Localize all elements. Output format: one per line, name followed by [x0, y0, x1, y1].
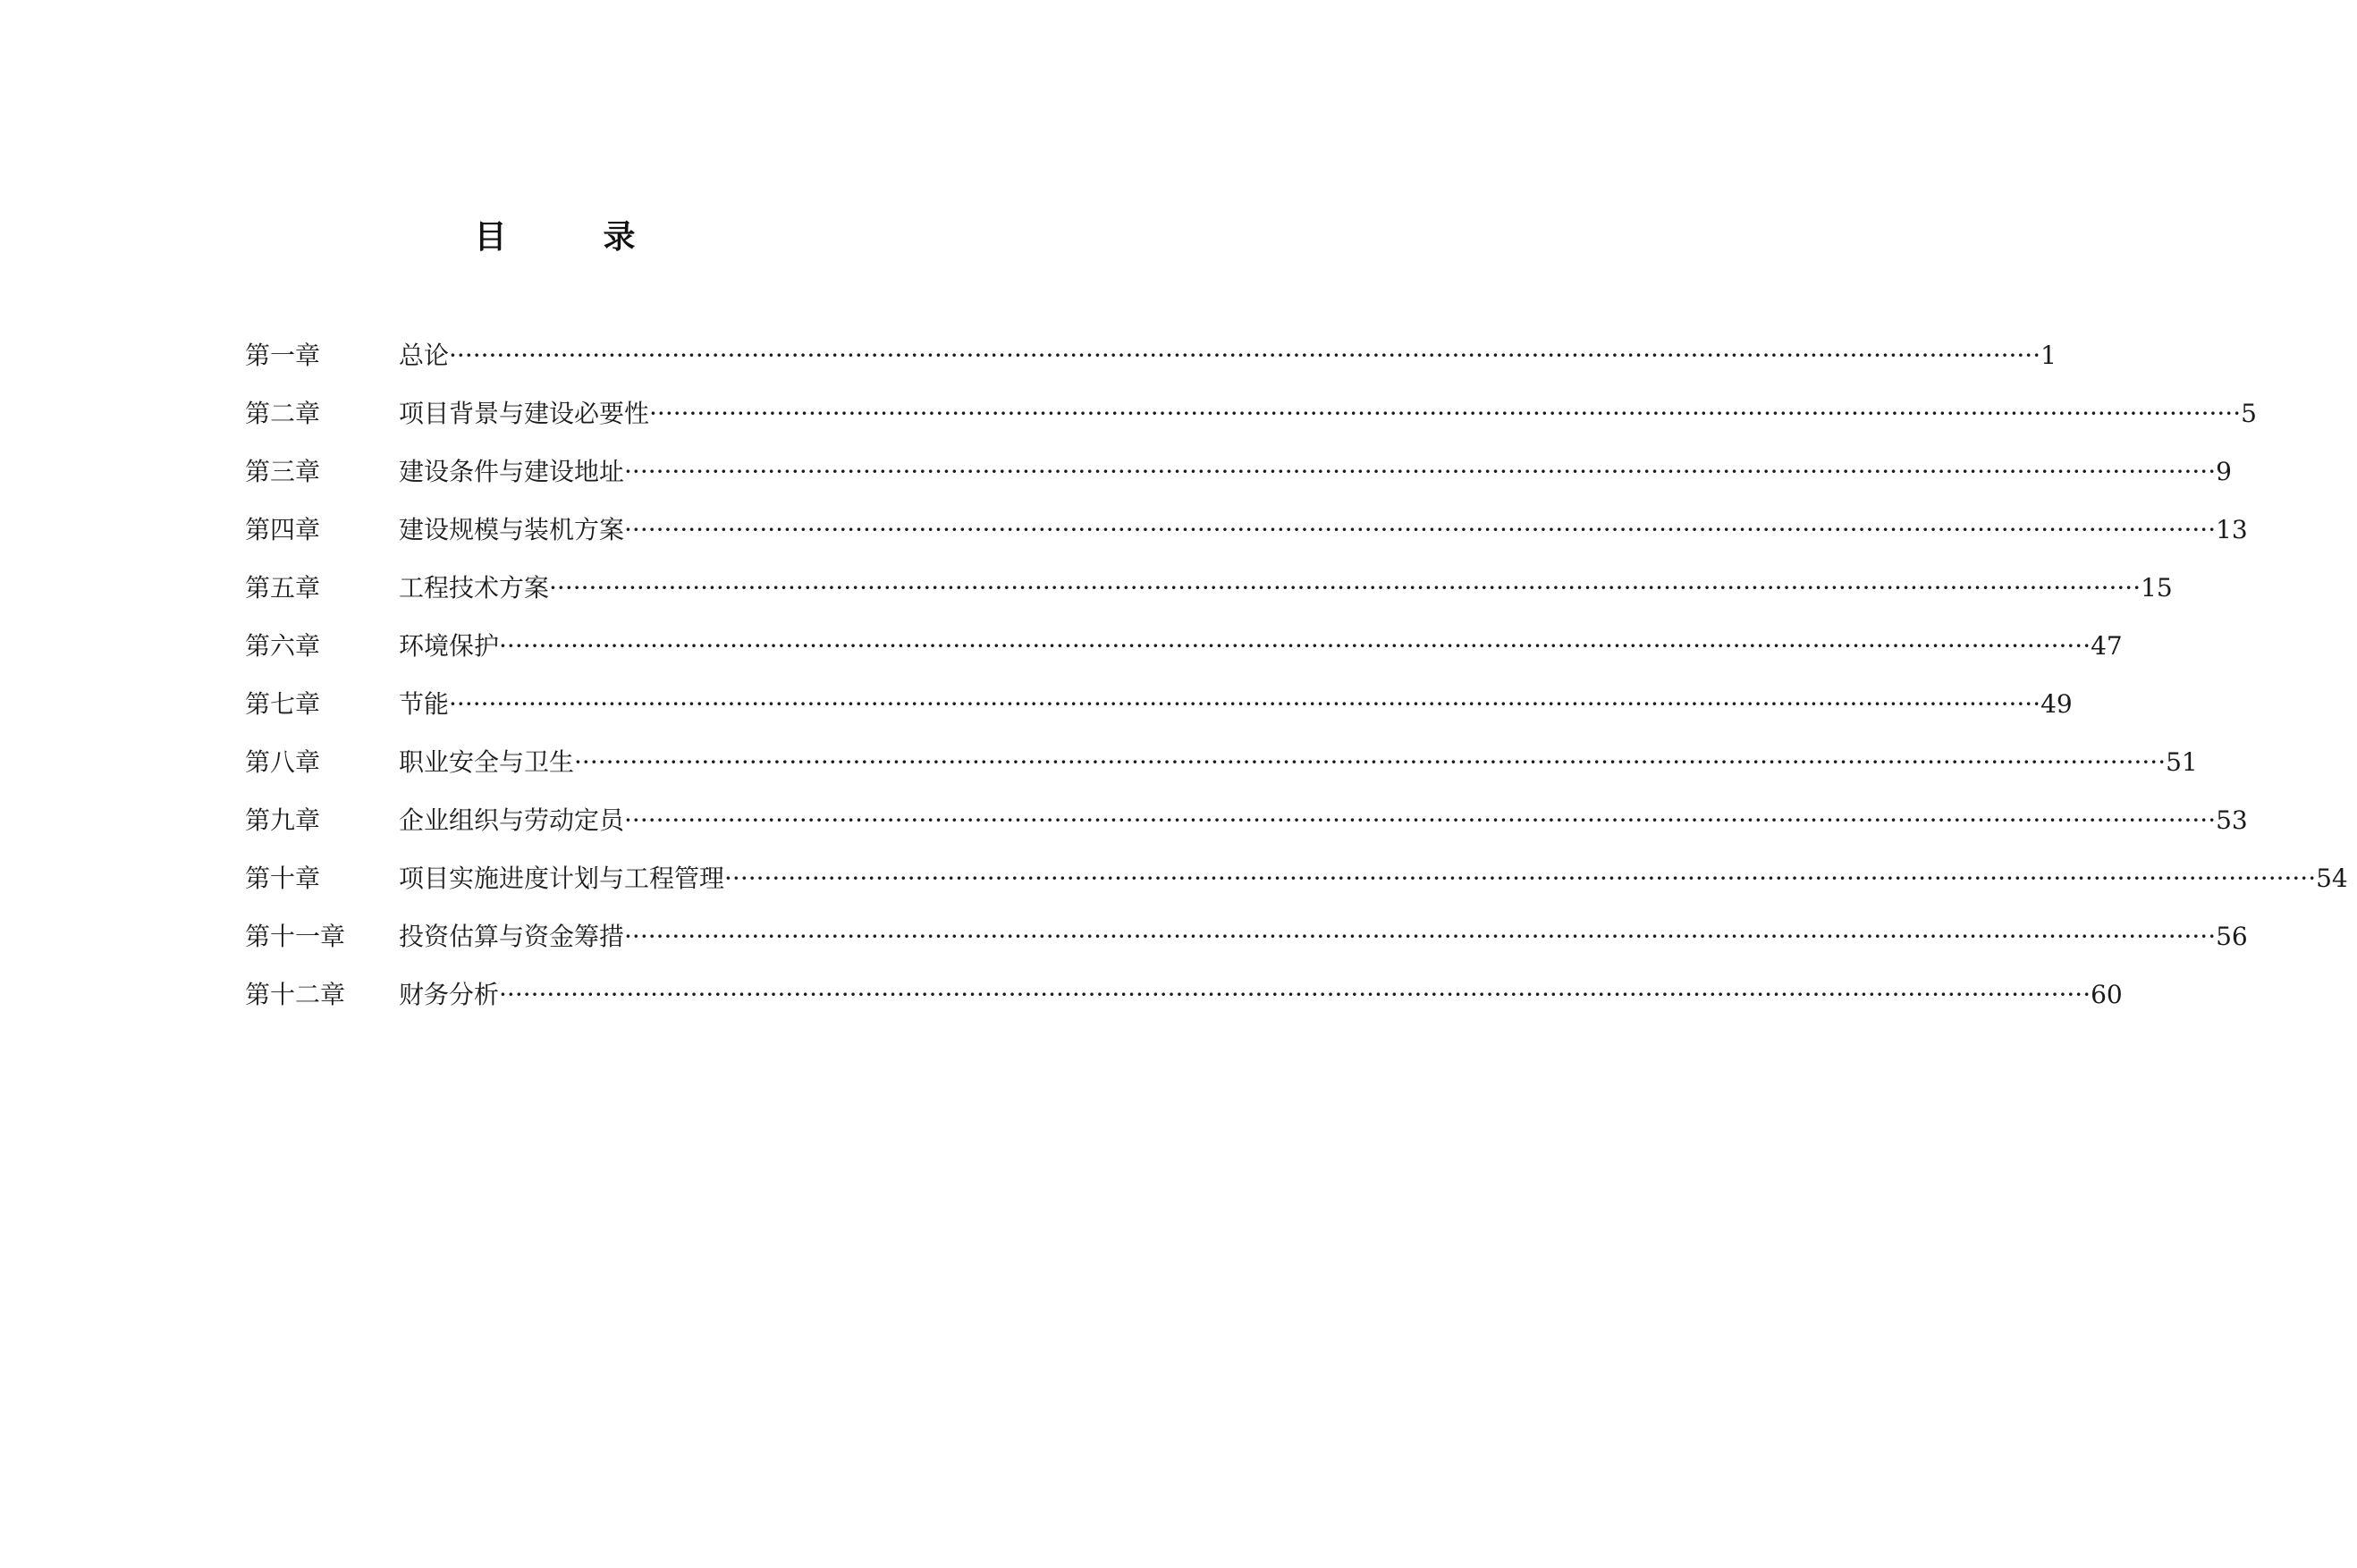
toc-dot-leader: ········································································································································································································ [624, 805, 2217, 835]
toc-dot-leader: ········································································································································································································ [499, 631, 2091, 661]
toc-chapter-number: 第七章 [245, 689, 321, 719]
toc-page-number: 1 [2040, 341, 2057, 370]
toc-chapter-number: 第十二章 [245, 980, 346, 1009]
toc-page-number: 9 [2216, 457, 2232, 486]
toc-dot-leader: ········································································································································································································ [624, 457, 2217, 486]
toc-entry[interactable] [245, 919, 2248, 977]
toc-entry-title: 财务分析 [399, 980, 500, 1009]
toc-entry[interactable] [245, 628, 2123, 687]
toc-entry-title: 建设规模与装机方案 [399, 515, 625, 544]
toc-entry-title: 投资估算与资金筹措 [399, 922, 625, 951]
toc-page-number: 53 [2216, 805, 2248, 835]
toc-entry-title: 工程技术方案 [399, 573, 550, 603]
toc-dot-leader: ········································································································································································································ [549, 573, 2142, 603]
toc-page-number: 13 [2216, 515, 2248, 544]
table-of-contents [245, 338, 2348, 1035]
toc-dot-leader: ········································································································································································································ [624, 515, 2217, 544]
toc-chapter-number: 第五章 [245, 573, 321, 603]
toc-entry[interactable] [245, 570, 2173, 628]
toc-entry-title: 企业组织与劳动定员 [399, 805, 625, 835]
toc-page-number: 60 [2091, 980, 2123, 1009]
toc-page-number: 15 [2141, 573, 2173, 603]
toc-entry[interactable] [245, 803, 2248, 861]
toc-entry-title: 职业安全与卫生 [399, 747, 575, 777]
toc-chapter-number: 第一章 [245, 341, 321, 370]
toc-page-number: 47 [2091, 631, 2123, 661]
toc-dot-leader: ········································································································································································································ [574, 747, 2167, 777]
toc-entry[interactable] [245, 338, 2057, 396]
toc-entry[interactable] [245, 512, 2248, 570]
toc-entry[interactable] [245, 745, 2198, 803]
toc-chapter-number: 第四章 [245, 515, 321, 544]
toc-page-number: 49 [2040, 689, 2073, 719]
toc-dot-leader: ········································································································································································································ [649, 399, 2242, 428]
toc-page-number: 5 [2241, 399, 2257, 428]
toc-entry-title: 环境保护 [399, 631, 500, 661]
toc-chapter-number: 第二章 [245, 399, 321, 428]
toc-entry-title: 项目背景与建设必要性 [399, 399, 650, 428]
toc-page-number: 51 [2166, 747, 2198, 777]
toc-dot-leader: ········································································································································································································ [624, 922, 2217, 951]
toc-entry[interactable] [245, 861, 2348, 919]
toc-entry-title: 项目实施进度计划与工程管理 [399, 864, 725, 893]
toc-dot-leader: ········································································································································································································ [449, 689, 2041, 719]
toc-entry-title: 总论 [399, 341, 450, 370]
toc-chapter-number: 第十章 [245, 864, 321, 893]
toc-chapter-number: 第八章 [245, 747, 321, 777]
toc-chapter-number: 第九章 [245, 805, 321, 835]
toc-dot-leader: ········································································································································································································ [724, 864, 2317, 893]
toc-dot-leader: ········································································································································································································ [449, 341, 2041, 370]
toc-chapter-number: 第三章 [245, 457, 321, 486]
toc-page-number: 56 [2216, 922, 2248, 951]
toc-chapter-number: 第六章 [245, 631, 321, 661]
toc-entry-title: 建设条件与建设地址 [399, 457, 625, 486]
toc-entry-title: 节能 [399, 689, 450, 719]
toc-entry[interactable] [245, 687, 2073, 745]
toc-entry[interactable] [245, 454, 2232, 512]
toc-chapter-number: 第十一章 [245, 922, 346, 951]
toc-dot-leader: ········································································································································································································ [499, 980, 2091, 1009]
toc-entry[interactable] [245, 977, 2123, 1035]
toc-entry[interactable] [245, 396, 2257, 454]
page-title: 目 录 [474, 219, 636, 256]
toc-page-number: 54 [2316, 864, 2348, 893]
